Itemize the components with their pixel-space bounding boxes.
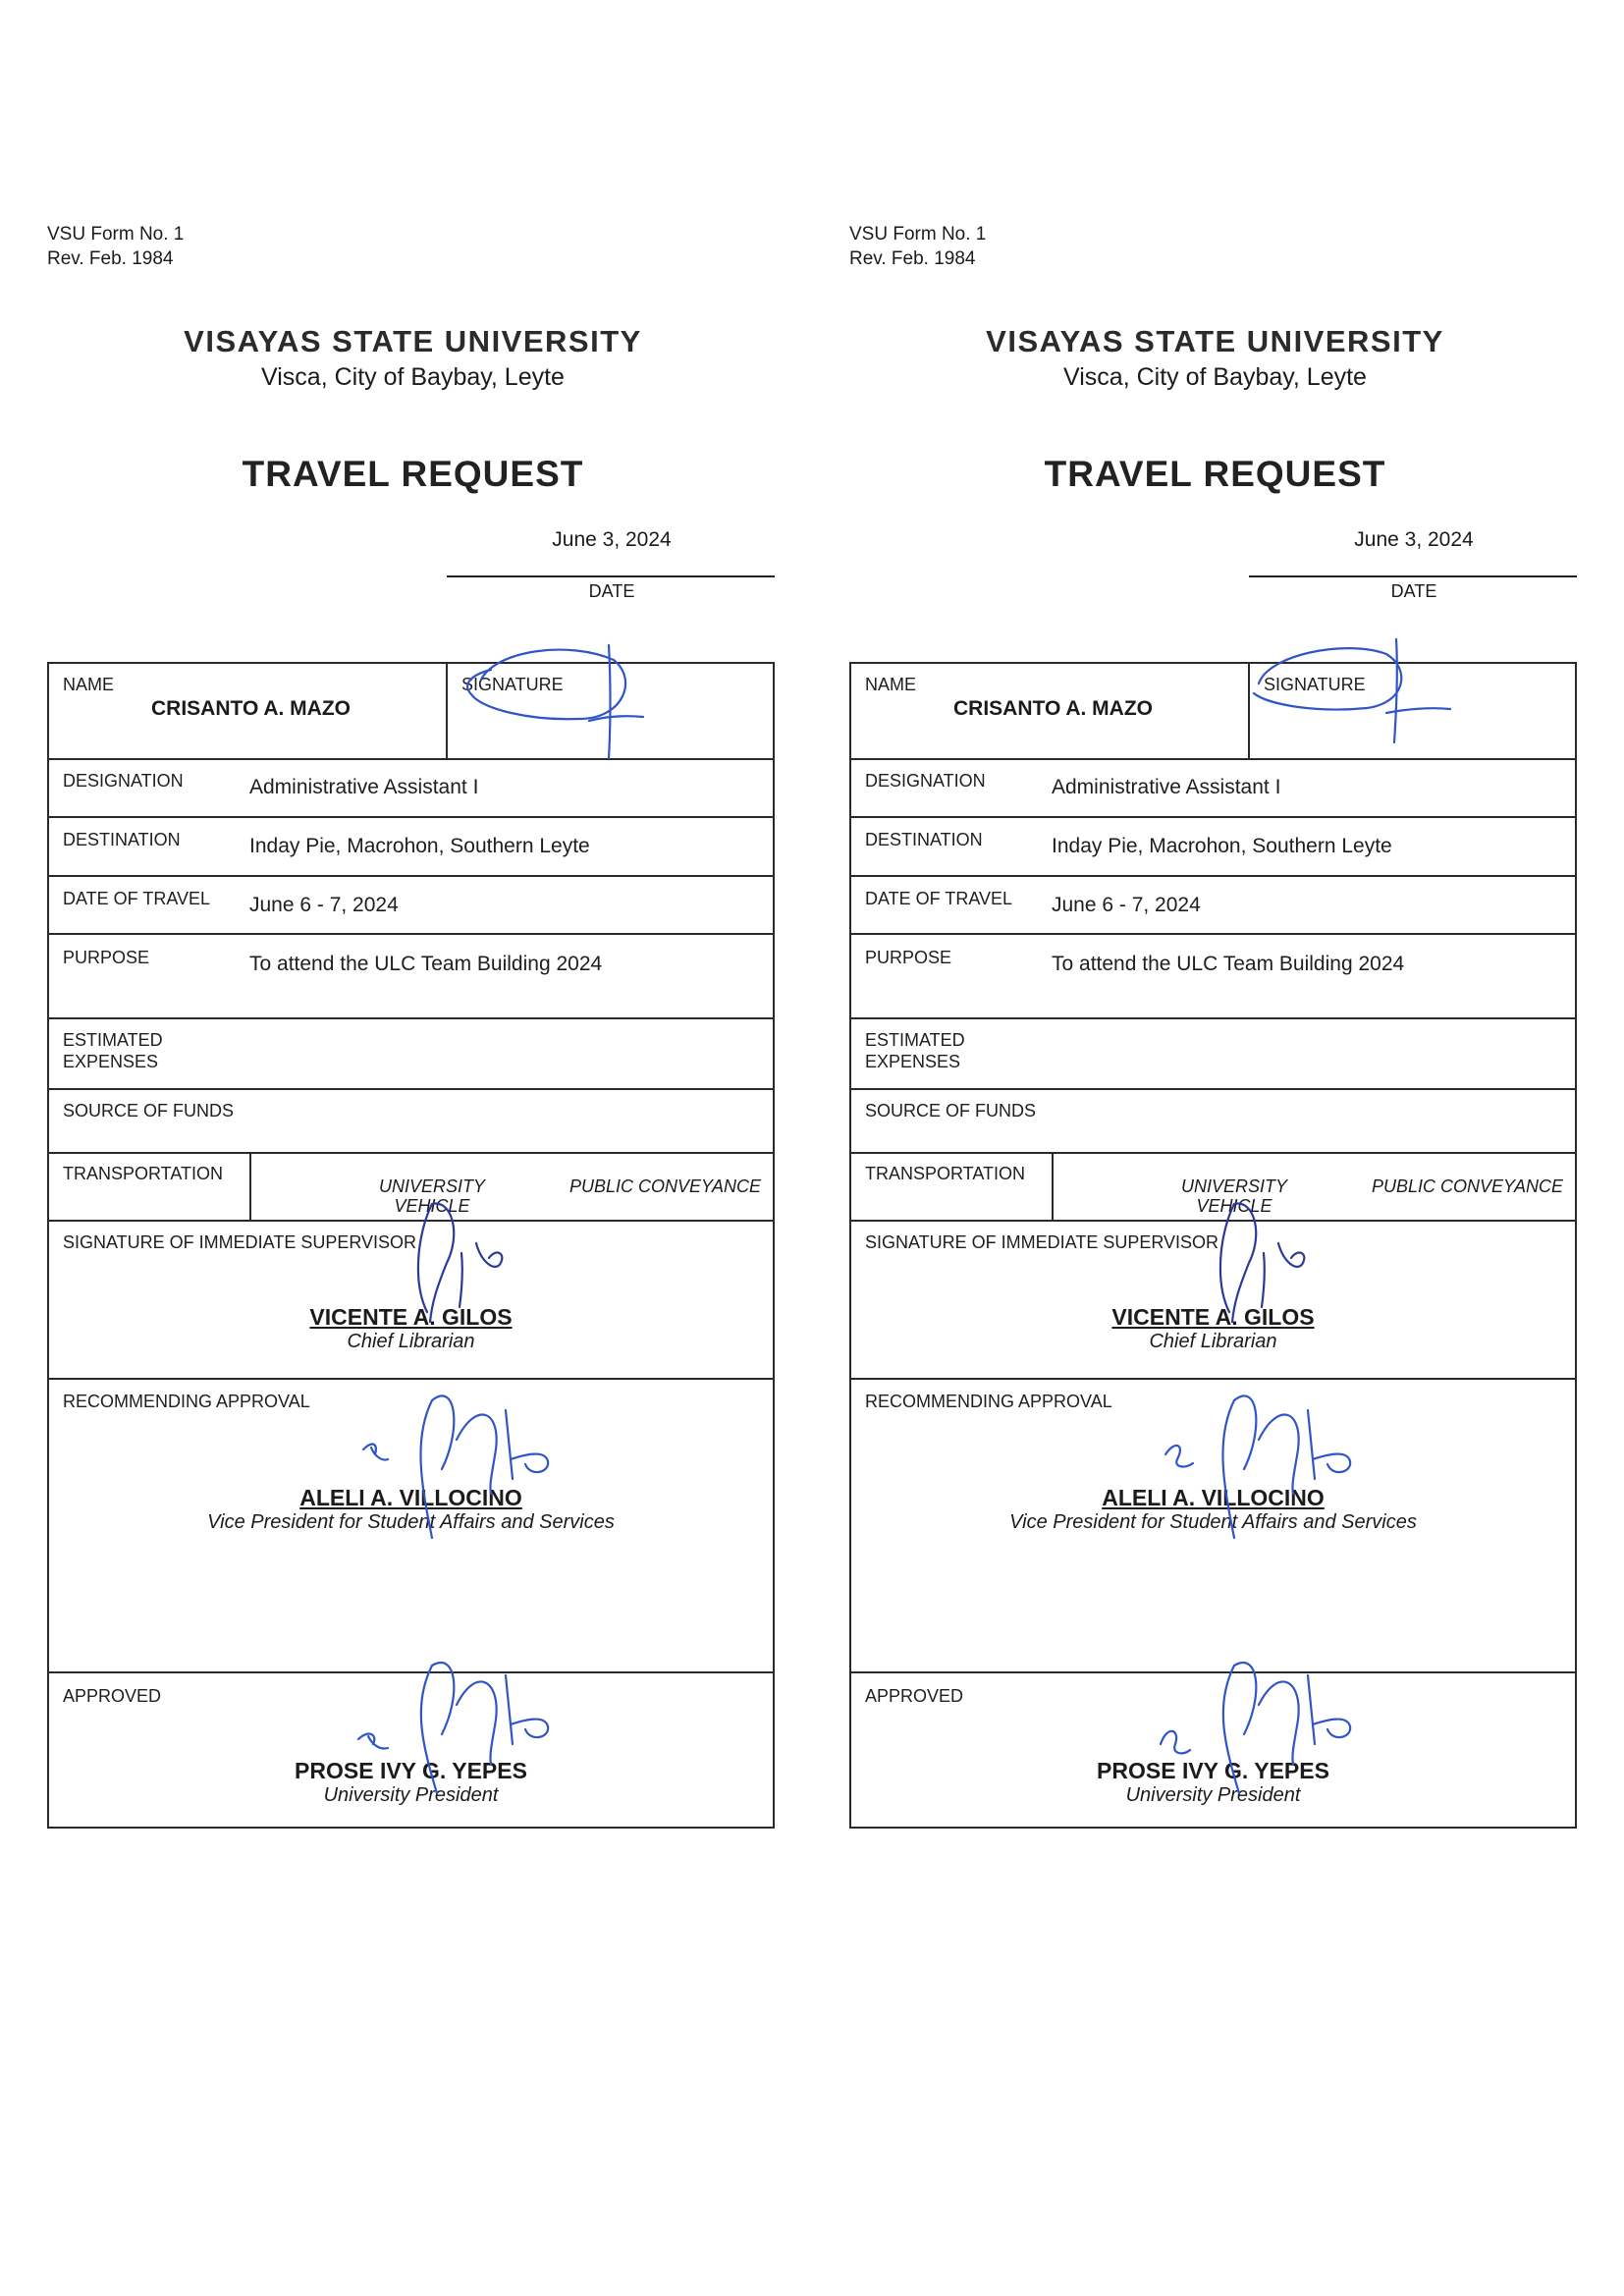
destination-value: Inday Pie, Macrohon, Southern Leyte xyxy=(249,835,590,857)
form-no-text: VSU Form No. 1 xyxy=(849,224,987,245)
travel-request-copy-left xyxy=(47,0,793,2296)
university-name: VISAYAS STATE UNIVERSITY xyxy=(986,324,1444,358)
public-conveyance-option: PUBLIC CONVEYANCE xyxy=(1372,1176,1564,1196)
supervisor-signature xyxy=(1205,1194,1362,1332)
transport-divider xyxy=(249,1152,251,1220)
request-date-value: June 3, 2024 xyxy=(552,528,672,551)
name-label: NAME xyxy=(865,675,917,694)
estimated-expenses-label xyxy=(63,1029,163,1072)
signature-label: SIGNATURE xyxy=(461,675,564,694)
estimated-label-line1: ESTIMATED xyxy=(865,1030,965,1050)
estimated-label-line2: EXPENSES xyxy=(865,1052,961,1071)
purpose-label: PURPOSE xyxy=(63,948,150,967)
university-vehicle-line1: UNIVERSITY xyxy=(378,1176,486,1196)
university-vehicle-line2: VEHICLE xyxy=(394,1196,470,1216)
designation-label: DESIGNATION xyxy=(63,771,184,791)
request-date-value: June 3, 2024 xyxy=(1354,528,1474,551)
recommending-signature xyxy=(1205,1371,1381,1548)
university-name: VISAYAS STATE UNIVERSITY xyxy=(184,324,642,358)
row-divider xyxy=(49,1088,773,1090)
name-value: CRISANTO A. MAZO xyxy=(151,697,351,720)
date-of-travel-label: DATE OF TRAVEL xyxy=(865,889,1013,908)
form-title: TRAVEL REQUEST xyxy=(242,454,584,494)
destination-value: Inday Pie, Macrohon, Southern Leyte xyxy=(1052,835,1392,857)
supervisor-name: VICENTE A. GILOS xyxy=(1111,1304,1315,1330)
date-of-travel-label: DATE OF TRAVEL xyxy=(63,889,211,908)
recommending-signature xyxy=(403,1371,579,1548)
university-vehicle-line2: VEHICLE xyxy=(1196,1196,1272,1216)
supervisor-signature-label: SIGNATURE OF IMMEDIATE SUPERVISOR xyxy=(865,1232,1219,1252)
row-divider xyxy=(851,933,1575,935)
destination-label: DESTINATION xyxy=(865,830,983,849)
transportation-label: TRANSPORTATION xyxy=(865,1164,1026,1183)
approved-label: APPROVED xyxy=(865,1686,964,1706)
name-value: CRISANTO A. MAZO xyxy=(953,697,1153,720)
transportation-label: TRANSPORTATION xyxy=(63,1164,224,1183)
purpose-label: PURPOSE xyxy=(865,948,952,967)
approver-signature xyxy=(403,1646,579,1813)
source-of-funds-label: SOURCE OF FUNDS xyxy=(865,1101,1037,1121)
date-label: DATE xyxy=(1390,581,1437,601)
requester-signature xyxy=(442,640,697,768)
row-divider xyxy=(49,933,773,935)
supervisor-name: VICENTE A. GILOS xyxy=(309,1304,513,1330)
supervisor-signature-label: SIGNATURE OF IMMEDIATE SUPERVISOR xyxy=(63,1232,417,1252)
date-label: DATE xyxy=(588,581,635,601)
travel-request-table xyxy=(47,662,775,1829)
approver-signature xyxy=(1205,1646,1381,1813)
destination-label: DESTINATION xyxy=(63,830,181,849)
signature-label: SIGNATURE xyxy=(1264,675,1366,694)
approved-label: APPROVED xyxy=(63,1686,162,1706)
purpose-value: To attend the ULC Team Building 2024 xyxy=(1052,953,1405,975)
date-underline xyxy=(1249,575,1577,577)
estimated-label-line1: ESTIMATED xyxy=(63,1030,163,1050)
date-of-travel-value: June 6 - 7, 2024 xyxy=(1052,894,1201,916)
university-address: Visca, City of Baybay, Leyte xyxy=(1063,363,1367,391)
purpose-value: To attend the ULC Team Building 2024 xyxy=(249,953,603,975)
date-underline xyxy=(447,575,775,577)
form-revision-text: Rev. Feb. 1984 xyxy=(47,248,174,269)
university-vehicle-line1: UNIVERSITY xyxy=(1180,1176,1288,1196)
row-divider xyxy=(49,816,773,818)
date-of-travel-value: June 6 - 7, 2024 xyxy=(249,894,399,916)
approver-title: University President xyxy=(323,1784,499,1806)
source-of-funds-label: SOURCE OF FUNDS xyxy=(63,1101,235,1121)
row-divider xyxy=(851,875,1575,877)
public-conveyance-option: PUBLIC CONVEYANCE xyxy=(569,1176,762,1196)
row-divider xyxy=(49,1152,773,1154)
travel-request-copy-right xyxy=(849,0,1596,2296)
estimated-label-line2: EXPENSES xyxy=(63,1052,159,1071)
estimated-expenses-label xyxy=(865,1029,965,1072)
approver-title: University President xyxy=(1125,1784,1301,1806)
recommending-title: Vice President for Student Affairs and Services xyxy=(207,1511,615,1533)
recommending-approval-label: RECOMMENDING APPROVAL xyxy=(63,1392,310,1411)
designation-label: DESIGNATION xyxy=(865,771,986,791)
recommending-title: Vice President for Student Affairs and Services xyxy=(1009,1511,1417,1533)
travel-request-table xyxy=(849,662,1577,1829)
form-no-text: VSU Form No. 1 xyxy=(47,224,185,245)
row-divider xyxy=(851,816,1575,818)
row-divider xyxy=(49,1017,773,1019)
university-address: Visca, City of Baybay, Leyte xyxy=(261,363,565,391)
form-number xyxy=(47,222,184,271)
supervisor-signature xyxy=(403,1194,560,1332)
transport-divider xyxy=(1052,1152,1054,1220)
name-label: NAME xyxy=(63,675,115,694)
form-revision-text: Rev. Feb. 1984 xyxy=(849,248,976,269)
supervisor-title: Chief Librarian xyxy=(347,1331,475,1352)
row-divider xyxy=(851,1152,1575,1154)
supervisor-title: Chief Librarian xyxy=(1149,1331,1277,1352)
recommending-approval-label: RECOMMENDING APPROVAL xyxy=(865,1392,1112,1411)
designation-value: Administrative Assistant I xyxy=(1052,776,1281,798)
approver-name: PROSE IVY G. YEPES xyxy=(1097,1758,1329,1783)
designation-value: Administrative Assistant I xyxy=(249,776,479,798)
row-divider xyxy=(851,1017,1575,1019)
row-divider xyxy=(49,875,773,877)
approver-name: PROSE IVY G. YEPES xyxy=(295,1758,527,1783)
recommending-name: ALELI A. VILLOCINO xyxy=(299,1485,522,1510)
row-divider xyxy=(851,1088,1575,1090)
recommending-name: ALELI A. VILLOCINO xyxy=(1102,1485,1325,1510)
form-number xyxy=(849,222,986,271)
form-title: TRAVEL REQUEST xyxy=(1044,454,1386,494)
requester-signature xyxy=(1239,634,1494,762)
